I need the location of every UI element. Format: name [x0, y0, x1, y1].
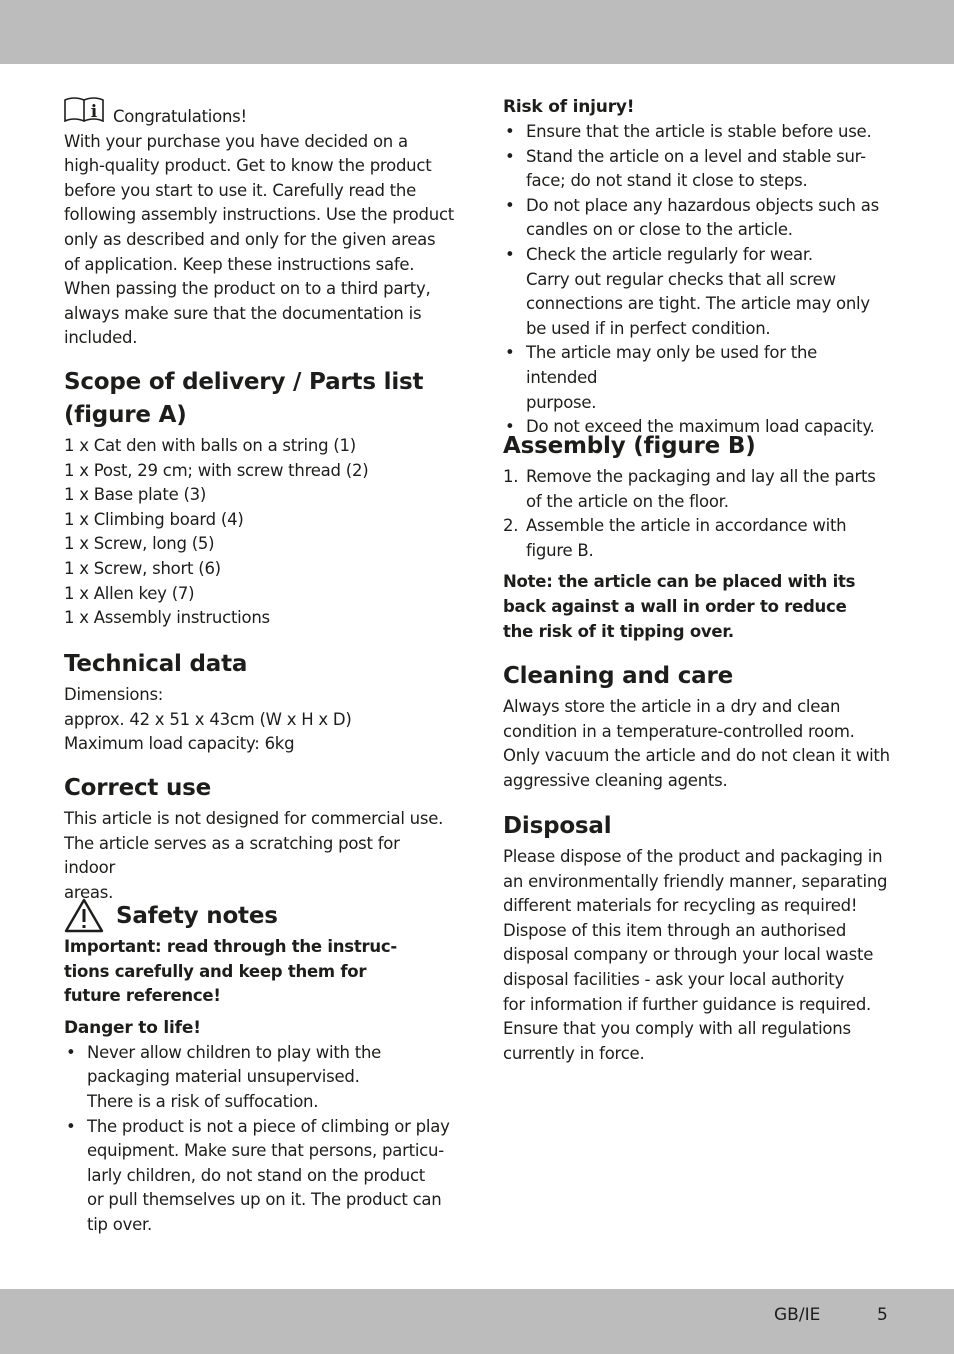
scope-heading-line2: (figure A): [64, 402, 187, 428]
risk-item-line: Check the article regularly for wear.: [526, 244, 813, 264]
assembly-section: [503, 430, 893, 644]
danger-item: [64, 1041, 454, 1115]
footer-region: GB/IE: [774, 1305, 821, 1325]
technical-section: [64, 648, 454, 757]
danger-item-line: larly children, do not stand on the product: [87, 1165, 426, 1185]
risk-item-line: candles on or close to the article.: [526, 220, 793, 240]
risk-item-line: Do not place any hazardous objects such as: [526, 195, 879, 215]
assembly-step-line: Assemble the article in accordance with: [526, 516, 847, 536]
scope-heading-line1: Scope of delivery / Parts list: [64, 369, 424, 395]
important-line: tions carefully and keep them for: [64, 961, 367, 981]
correct-use-line: This article is not designed for commercial use.: [64, 809, 444, 828]
svg-text:i: i: [90, 102, 98, 122]
risk-item: [503, 145, 893, 194]
intro-line: of application. Keep these instructions safe.: [64, 254, 415, 274]
step-number: 2.: [503, 516, 519, 536]
assembly-step-line: figure B.: [526, 540, 594, 560]
bullet-dot: •: [505, 146, 515, 166]
intro-line: high-quality product. Get to know the product: [64, 156, 432, 176]
bullet-dot: •: [505, 417, 515, 437]
technical-line: approx. 42 x 51 x 43cm (W x H x D): [64, 709, 352, 729]
assembly-step: [503, 514, 893, 563]
cleaning-text: [503, 695, 893, 793]
assembly-step-line: of the article on the floor.: [526, 491, 729, 511]
risk-item-line: be used if in perfect condition.: [526, 318, 771, 338]
correct-use-heading: Correct use: [64, 775, 212, 801]
intro-line: only as described and only for the given areas: [64, 229, 436, 249]
danger-item-line: The product is not a piece of climbing or play: [87, 1116, 450, 1136]
technical-line: Maximum load capacity: 6kg: [64, 734, 295, 754]
risk-item-line: purpose.: [526, 392, 597, 412]
technical-heading: Technical data: [64, 651, 248, 677]
header-bar: [0, 0, 954, 64]
correct-use-section: [64, 772, 454, 905]
danger-heading: Danger to life!: [64, 1017, 201, 1038]
disposal-line: currently in force.: [503, 1043, 645, 1063]
cleaning-line: Only vacuum the article and do not clean it with: [503, 746, 890, 766]
risk-list: [503, 120, 893, 440]
important-line: future reference!: [64, 986, 221, 1006]
parts-list-item: 1 x Assembly instructions: [64, 608, 270, 628]
technical-line: Dimensions:: [64, 685, 164, 704]
bullet-dot: •: [505, 343, 515, 363]
risk-item-line: face; do not stand it close to steps.: [526, 171, 808, 191]
parts-list-item: 1 x Screw, long (5): [64, 534, 215, 554]
parts-list-item: 1 x Base plate (3): [64, 485, 207, 505]
assembly-note: [503, 570, 893, 644]
info-book-icon: [64, 96, 104, 122]
parts-list-item: 1 x Climbing board (4): [64, 509, 244, 529]
intro-line: included.: [64, 328, 138, 348]
disposal-line: an environmentally friendly manner, separating: [503, 871, 888, 891]
danger-item-line: packaging material unsupervised.: [87, 1067, 360, 1087]
safety-heading: Safety notes: [116, 903, 278, 929]
parts-list-item: 1 x Screw, short (6): [64, 558, 221, 578]
disposal-line: Please dispose of the product and packaging in: [503, 847, 883, 866]
note-line: Note: the article can be placed with its: [503, 572, 856, 592]
intro-line: following assembly instructions. Use the product: [64, 205, 454, 225]
danger-list: [64, 1041, 454, 1238]
bullet-dot: •: [66, 1116, 76, 1136]
assembly-step: [503, 465, 893, 514]
intro-line: before you start to use it. Carefully read the: [64, 180, 417, 200]
disposal-heading: Disposal: [503, 813, 612, 839]
disposal-line: disposal facilities - ask your local authority: [503, 969, 844, 989]
cleaning-line: condition in a temperature-controlled room.: [503, 721, 855, 741]
danger-item-line: There is a risk of suffocation.: [87, 1091, 319, 1111]
risk-item: [503, 194, 893, 243]
intro-congrats: Congratulations!: [113, 107, 247, 126]
warning-triangle-icon: [64, 898, 104, 934]
intro-line: With your purchase you have decided on a: [64, 131, 408, 151]
assembly-steps: [503, 465, 893, 563]
disposal-line: different materials for recycling as required!: [503, 896, 858, 916]
scope-section: [64, 366, 454, 631]
danger-item-line: Never allow children to play with the: [87, 1042, 382, 1062]
danger-item-line: or pull themselves up on it. The product can: [87, 1190, 442, 1210]
step-number: 1.: [503, 467, 519, 486]
risk-heading: Risk of injury!: [503, 97, 635, 117]
risk-item-line: Do not exceed the maximum load capacity.: [526, 417, 875, 437]
bullet-dot: •: [505, 195, 515, 215]
bullet-dot: •: [505, 122, 515, 141]
parts-list-item: 1 x Post, 29 cm; with screw thread (2): [64, 460, 369, 480]
cleaning-line: aggressive cleaning agents.: [503, 770, 728, 790]
cleaning-section: [503, 660, 893, 793]
intro-line: always make sure that the documentation is: [64, 303, 422, 323]
disposal-line: Dispose of this item through an authorised: [503, 920, 847, 940]
cleaning-line: Always store the article in a dry and clean: [503, 697, 841, 716]
bullet-dot: •: [505, 244, 515, 264]
danger-item-line: equipment. Make sure that persons, particu-: [87, 1141, 444, 1161]
correct-use-line: areas.: [64, 882, 114, 902]
assembly-step-line: Remove the packaging and lay all the parts: [526, 467, 876, 486]
danger-item-line: tip over.: [87, 1214, 153, 1234]
risk-item-line: connections are tight. The article may only: [526, 294, 870, 314]
disposal-line: Ensure that you comply with all regulations: [503, 1019, 851, 1039]
intro-line: When passing the product on to a third party,: [64, 279, 431, 299]
important-line: Important: read through the instruc-: [64, 937, 397, 956]
disposal-text: [503, 845, 893, 1066]
risk-item-line: The article may only be used for the intended: [526, 343, 818, 387]
parts-list-item: 1 x Allen key (7): [64, 583, 195, 603]
risk-item-line: Carry out regular checks that all screw: [526, 269, 836, 289]
risk-item: [503, 120, 893, 145]
cleaning-heading: Cleaning and care: [503, 663, 734, 689]
bullet-dot: •: [66, 1042, 76, 1062]
safety-important: [64, 935, 454, 1009]
risk-item-line: Ensure that the article is stable before use.: [526, 122, 872, 141]
intro-section: [64, 96, 454, 351]
risk-item: [503, 341, 893, 415]
correct-use-line: The article serves as a scratching post for indoor: [64, 833, 400, 878]
safety-section: [64, 900, 454, 1238]
risk-item-line: Stand the article on a level and stable sur-: [526, 146, 866, 166]
disposal-line: disposal company or through your local waste: [503, 945, 874, 965]
technical-text: [64, 683, 454, 757]
parts-list-item: 1 x Cat den with balls on a string (1): [64, 436, 356, 455]
disposal-line: for information if further guidance is required.: [503, 994, 872, 1014]
intro-text: [64, 130, 454, 351]
parts-list: [64, 434, 454, 631]
note-line: the risk of it tipping over.: [503, 621, 734, 641]
page-number: 5: [877, 1305, 888, 1325]
assembly-heading: Assembly (figure B): [503, 433, 756, 459]
disposal-section: [503, 810, 893, 1066]
risk-section: [503, 94, 893, 440]
note-line: back against a wall in order to reduce: [503, 596, 847, 616]
danger-item: [64, 1115, 454, 1238]
correct-use-text: [64, 807, 454, 905]
risk-item: [503, 243, 893, 341]
